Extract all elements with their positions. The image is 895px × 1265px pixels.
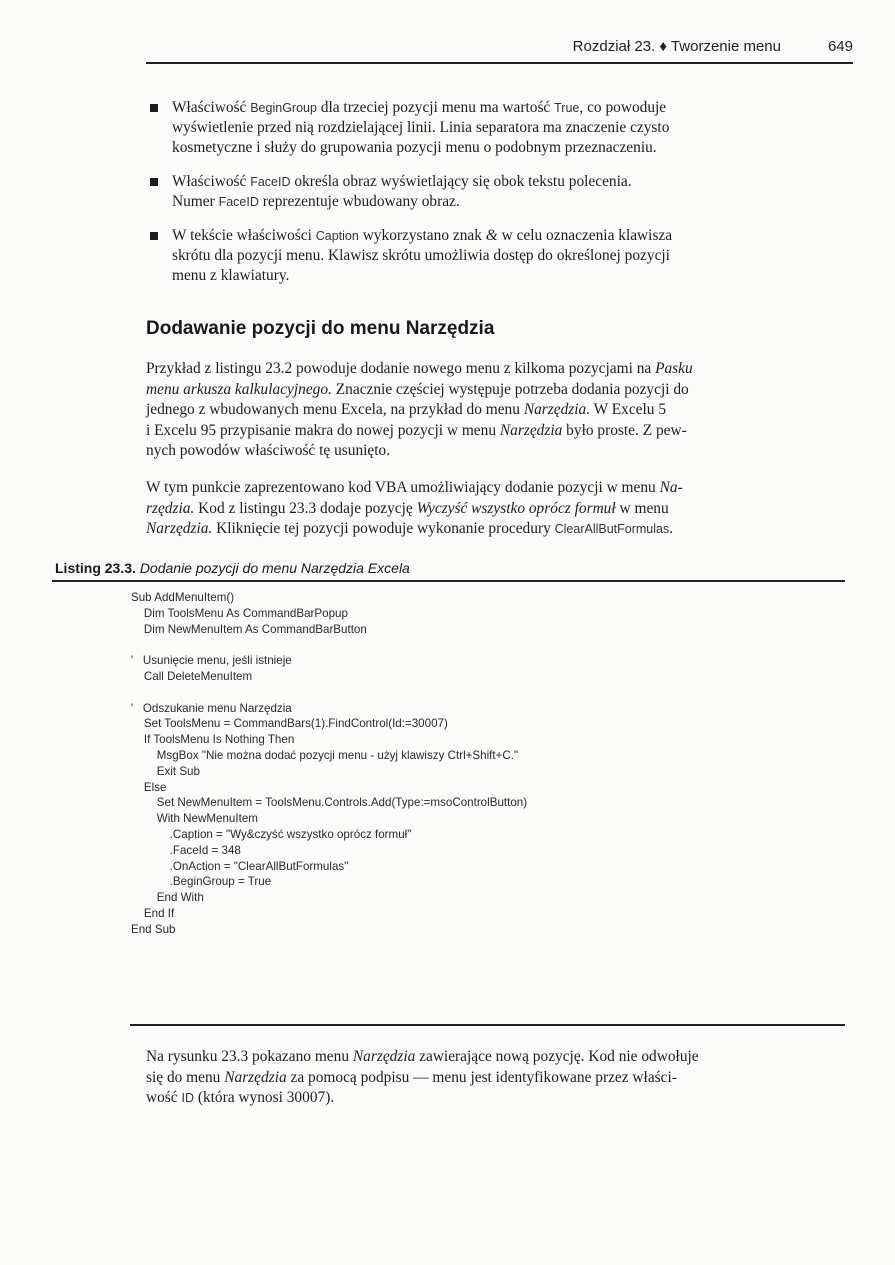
text-line [146, 421, 846, 442]
text-line [172, 98, 840, 118]
text-run: W Excelu 5 [590, 401, 667, 418]
code-line [131, 637, 527, 653]
bullet-list [150, 98, 840, 300]
emphasis: Wyczyść wszystko oprócz formuł [416, 499, 616, 517]
emphasis: Narzędzia [224, 1068, 287, 1086]
code-line: End If [131, 906, 175, 920]
text-run: Kod z listingu 23.3 dodaje pozycję [194, 499, 417, 517]
code-line: Set ToolsMenu = CommandBars(1).FindControl(Id:=30007) [131, 717, 448, 731]
paragraph [146, 1047, 846, 1109]
text-line [146, 1068, 846, 1089]
code-line: End With [131, 891, 204, 905]
section-heading: Dodawanie pozycji do menu Narzędzia [146, 318, 495, 339]
code-line: .Caption = "Wy&czyść wszystko oprócz formuł" [131, 827, 412, 841]
text-line [172, 138, 840, 158]
text-run: Znacznie częściej występuje potrzeba dodania pozycji do [331, 380, 689, 398]
inline-code: ID [181, 1091, 194, 1105]
inline-code: BeginGroup [250, 101, 317, 115]
bullet-square-icon [150, 232, 158, 240]
paragraph [146, 478, 846, 540]
text-run: , co powoduje [579, 99, 667, 116]
text-line [172, 118, 840, 138]
inline-code: FaceID [250, 175, 291, 189]
text-run: kosmetyczne i służy do grupowania pozycji menu o podobnym przeznaczeniu. [172, 139, 657, 156]
code-line: With NewMenuItem [131, 812, 258, 826]
emphasis: Narzędzia. [523, 401, 591, 418]
text-line [146, 400, 846, 421]
text-run: jednego z wbudowanych menu Excela, na przykład do menu [146, 401, 524, 418]
text-line [146, 478, 846, 499]
text-run: Na rysunku 23.3 pokazano menu [146, 1048, 353, 1065]
inline-code: ClearAllButFormulas [554, 522, 670, 536]
text-run: w celu oznaczenia klawisza [497, 227, 673, 244]
header-rule [146, 62, 853, 64]
text-line [146, 380, 846, 401]
bullet-item [150, 172, 840, 212]
code-line: .OnAction = "ClearAllButFormulas" [131, 859, 349, 873]
text-run: za pomocą podpisu — menu jest identyfikowane przez właści- [286, 1068, 677, 1086]
bullet-text [172, 172, 840, 212]
emphasis: Narzędzia [352, 1048, 416, 1065]
text-run: reprezentuje wbudowany obraz. [258, 193, 460, 210]
code-line: Set NewMenuItem = ToolsMenu.Controls.Add(Type:=msoControlButton) [131, 796, 528, 810]
code-line: If ToolsMenu Is Nothing Then [131, 733, 295, 747]
text-run: Kliknięcie tej pozycji powoduje wykonanie procedury [212, 520, 555, 537]
text-line [146, 359, 846, 380]
code-line: MsgBox "Nie można dodać pozycji menu - użyj klawiszy Ctrl+Shift+C." [131, 748, 519, 762]
emphasis: & [485, 227, 498, 244]
text-line [146, 1047, 846, 1068]
text-run: nych powodów właściwość tę usunięto. [146, 442, 391, 459]
text-run: (która wynosi 30007). [193, 1089, 335, 1106]
text-run: wyświetlenie przed nią rozdzielającej linii. Linia separatora ma znaczenie czysto [172, 119, 670, 136]
emphasis: Narzędzia. [146, 520, 213, 537]
code-line: Else [131, 780, 167, 794]
text-run: wykorzystano znak [358, 227, 486, 244]
text-run: Numer [172, 193, 219, 210]
code-line: Sub AddMenuItem() [131, 591, 235, 604]
code-line: ' Odszukanie menu Narzędzia [131, 701, 292, 715]
text-run: w menu [615, 499, 669, 517]
text-run: zawierające nową pozycję. Kod nie odwołuje [415, 1048, 699, 1065]
text-line [146, 441, 846, 462]
code-line: .BeginGroup = True [131, 875, 272, 889]
code-line: End Sub [131, 922, 176, 936]
code-line: .FaceId = 348 [131, 843, 241, 857]
text-line [146, 519, 846, 540]
bullet-item [150, 226, 840, 286]
code-line [131, 685, 527, 701]
text-run: określa obraz wyświetlający się obok tekstu polecenia. [290, 173, 632, 190]
emphasis: menu arkusza kalkulacyjnego. [146, 380, 332, 398]
text-line [146, 1088, 846, 1109]
text-line [172, 246, 840, 266]
text-run: wość [146, 1089, 182, 1106]
inline-code: FaceID [218, 195, 259, 209]
text-run: . [669, 520, 674, 537]
code-line: ' Usunięcie menu, jeśli istnieje [131, 654, 292, 668]
text-run: Właściwość [172, 173, 251, 190]
text-run: było proste. Z pew- [562, 421, 687, 439]
inline-code: Caption [315, 229, 359, 243]
code-listing [131, 590, 527, 938]
listing-rule-bottom [130, 1024, 845, 1026]
code-line: Call DeleteMenuItem [131, 669, 253, 683]
text-run: Właściwość [172, 99, 251, 116]
text-run: Przykład z listingu 23.2 powoduje dodanie nowego menu z kilkoma pozycjami na [146, 360, 656, 377]
bullet-text [172, 98, 840, 158]
text-run: dla trzeciej pozycji menu ma wartość [316, 99, 555, 116]
listing-rule-top [52, 580, 845, 582]
running-header [142, 38, 853, 62]
text-line [146, 499, 846, 520]
text-line [172, 226, 840, 246]
emphasis: rzędzia. [146, 499, 195, 517]
paragraph [146, 359, 846, 462]
text-run: W tym punkcie zaprezentowano kod VBA umożliwiający dodanie pozycji w menu [146, 479, 660, 496]
bullet-square-icon [150, 104, 158, 112]
text-line [172, 192, 840, 212]
bullet-square-icon [150, 178, 158, 186]
text-run: W tekście właściwości [172, 227, 316, 244]
text-run: skrótu dla pozycji menu. Klawisz skrótu umożliwia dostęp do określonej pozycji [172, 247, 670, 264]
chapter-title: Rozdział 23. ♦ Tworzenie menu [572, 38, 781, 55]
text-line [172, 172, 840, 192]
code-line: Exit Sub [131, 764, 200, 778]
emphasis: Na- [659, 479, 683, 496]
bullet-text [172, 226, 840, 286]
bullet-item [150, 98, 840, 158]
listing-title: Dodanie pozycji do menu Narzędzia Excela [139, 560, 410, 576]
text-run: i Excelu 95 przypisanie makra do nowej pozycji w menu [146, 421, 500, 439]
text-run: się do menu [146, 1068, 225, 1086]
listing-label: Listing 23.3. [55, 560, 136, 576]
code-line: Dim NewMenuItem As CommandBarButton [131, 622, 367, 636]
emphasis: Narzędzia [499, 421, 563, 439]
text-run: menu z klawiatury. [172, 267, 290, 284]
code-line: Dim ToolsMenu As CommandBarPopup [131, 606, 348, 620]
inline-code: True [554, 101, 580, 115]
text-line [172, 266, 840, 286]
emphasis: Pasku [655, 360, 693, 377]
page-number: 649 [827, 38, 853, 55]
listing-caption [55, 560, 410, 576]
